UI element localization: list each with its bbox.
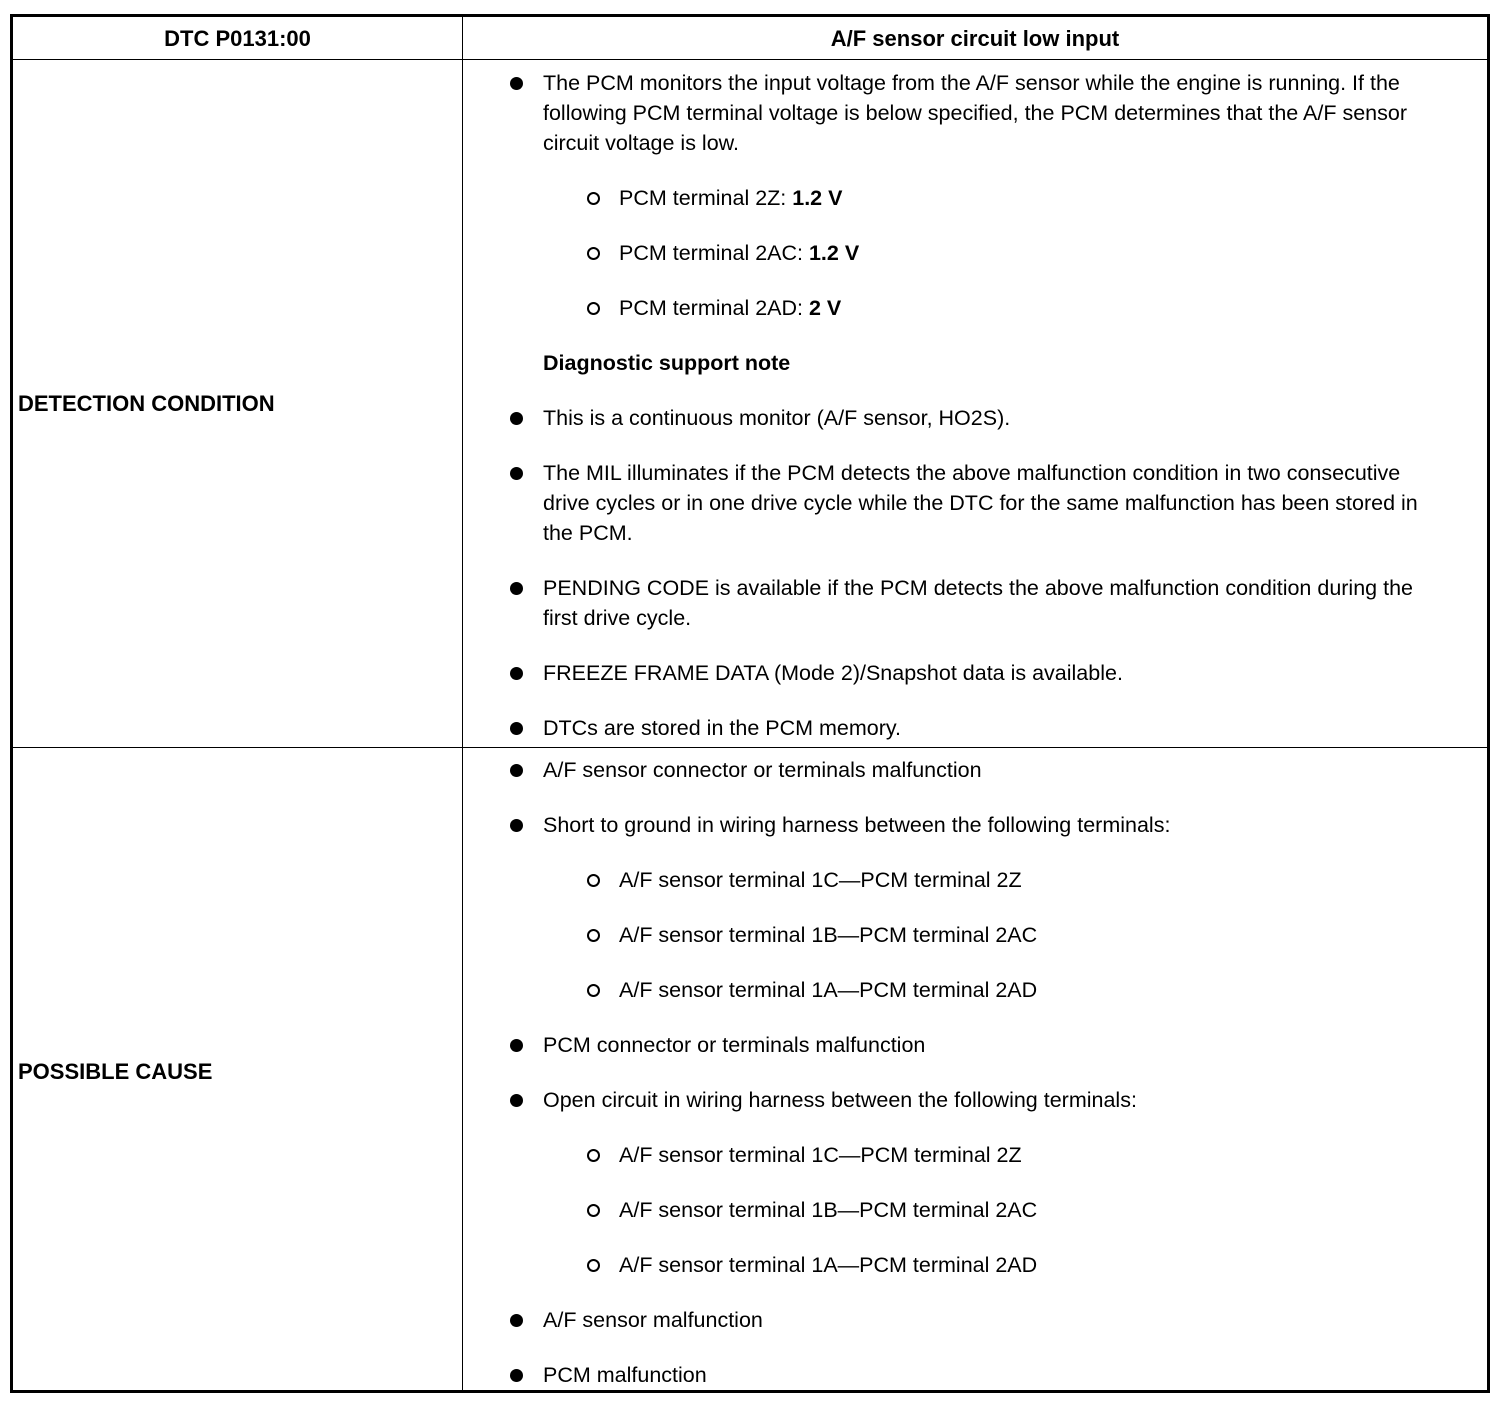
list-item	[463, 1360, 1487, 1390]
filled-bullet-icon	[510, 1039, 523, 1052]
terminal-voltage: 1.2 V	[808, 241, 860, 265]
sub-list-item	[463, 975, 1487, 1005]
detection-condition-content	[463, 68, 1487, 743]
filled-bullet-icon	[510, 467, 523, 480]
hollow-bullet-icon	[587, 1149, 600, 1162]
sub-list-item	[463, 1250, 1487, 1280]
hollow-bullet-icon	[587, 192, 600, 205]
list-item	[463, 1305, 1487, 1335]
note-text: This is a continuous monitor (A/F sensor, HO2S).	[543, 406, 1011, 430]
list-item	[463, 658, 1487, 688]
terminal-voltage: 1.2 V	[792, 186, 843, 210]
cause-text: PCM connector or terminals malfunction	[543, 1033, 926, 1057]
list-item	[463, 713, 1487, 743]
sub-list-item	[463, 865, 1487, 895]
dtc-code-header: DTC P0131:00	[164, 26, 311, 51]
dtc-table	[10, 14, 1490, 1393]
terminal-label: PCM terminal 2AD:	[619, 296, 809, 320]
terminal-label: PCM terminal 2Z:	[619, 186, 793, 210]
header-row-divider	[13, 59, 1487, 60]
filled-bullet-icon	[510, 1369, 523, 1382]
filled-bullet-icon	[510, 667, 523, 680]
sub-list-item	[463, 183, 1487, 213]
note-text: PENDING CODE is available if the PCM detects the above malfunction condition during the first drive cycle.	[543, 576, 1413, 630]
filled-bullet-icon	[510, 582, 523, 595]
filled-bullet-icon	[510, 722, 523, 735]
terminal-pair-text: A/F sensor terminal 1A—PCM terminal 2AD	[619, 978, 1038, 1002]
terminal-pair-text: A/F sensor terminal 1C—PCM terminal 2Z	[619, 868, 1022, 892]
filled-bullet-icon	[510, 764, 523, 777]
list-item	[463, 458, 1487, 548]
sub-list-item	[463, 1195, 1487, 1225]
terminal-pair-text: A/F sensor terminal 1C—PCM terminal 2Z	[619, 1143, 1022, 1167]
hollow-bullet-icon	[587, 929, 600, 942]
hollow-bullet-icon	[587, 874, 600, 887]
detection-intro-text: The PCM monitors the input voltage from the A/F sensor while the engine is running. If the following PCM terminal voltage is below specified, the PCM determines that the A/F sensor circuit voltage is low.	[543, 71, 1407, 155]
list-item	[463, 403, 1487, 433]
filled-bullet-icon	[510, 1314, 523, 1327]
cause-text: A/F sensor malfunction	[543, 1308, 763, 1332]
filled-bullet-icon	[510, 77, 523, 90]
diagnostic-support-note-heading: Diagnostic support note	[543, 351, 791, 375]
cause-text: Short to ground in wiring harness between the following terminals:	[543, 813, 1171, 837]
terminal-voltage: 2 V	[808, 296, 842, 320]
terminal-pair-text: A/F sensor terminal 1A—PCM terminal 2AD	[619, 1253, 1038, 1277]
filled-bullet-icon	[510, 1094, 523, 1107]
filled-bullet-icon	[510, 819, 523, 832]
hollow-bullet-icon	[587, 1259, 600, 1272]
list-item	[463, 68, 1487, 158]
note-text: FREEZE FRAME DATA (Mode 2)/Snapshot data is available.	[543, 661, 1123, 685]
detection-condition-label: DETECTION CONDITION	[18, 391, 275, 416]
list-item	[463, 573, 1487, 633]
cause-text: Open circuit in wiring harness between the following terminals:	[543, 1088, 1137, 1112]
cause-text: A/F sensor connector or terminals malfunction	[543, 758, 982, 782]
terminal-pair-text: A/F sensor terminal 1B—PCM terminal 2AC	[619, 923, 1038, 947]
list-item	[463, 755, 1487, 785]
cause-text: PCM malfunction	[543, 1363, 707, 1387]
section-row-divider	[13, 747, 1487, 748]
hollow-bullet-icon	[587, 984, 600, 997]
list-item	[463, 810, 1487, 840]
terminal-pair-text: A/F sensor terminal 1B—PCM terminal 2AC	[619, 1198, 1038, 1222]
sub-list-item	[463, 293, 1487, 323]
sub-list-item	[463, 238, 1487, 268]
possible-cause-content	[463, 755, 1487, 1390]
list-item	[463, 1085, 1487, 1115]
possible-cause-label: POSSIBLE CAUSE	[18, 1059, 213, 1084]
sub-list-item	[463, 1140, 1487, 1170]
hollow-bullet-icon	[587, 1204, 600, 1217]
terminal-label: PCM terminal 2AC:	[619, 241, 809, 265]
dtc-title-header: A/F sensor circuit low input	[830, 26, 1120, 51]
list-item	[463, 1030, 1487, 1060]
note-text: The MIL illuminates if the PCM detects the above malfunction condition in two consecutive drive cycles or in one drive cycle while the DTC for the same malfunction has been stored in the PCM.	[543, 461, 1418, 545]
note-text: DTCs are stored in the PCM memory.	[543, 716, 902, 740]
hollow-bullet-icon	[587, 247, 600, 260]
filled-bullet-icon	[510, 412, 523, 425]
hollow-bullet-icon	[587, 302, 600, 315]
sub-list-item	[463, 920, 1487, 950]
